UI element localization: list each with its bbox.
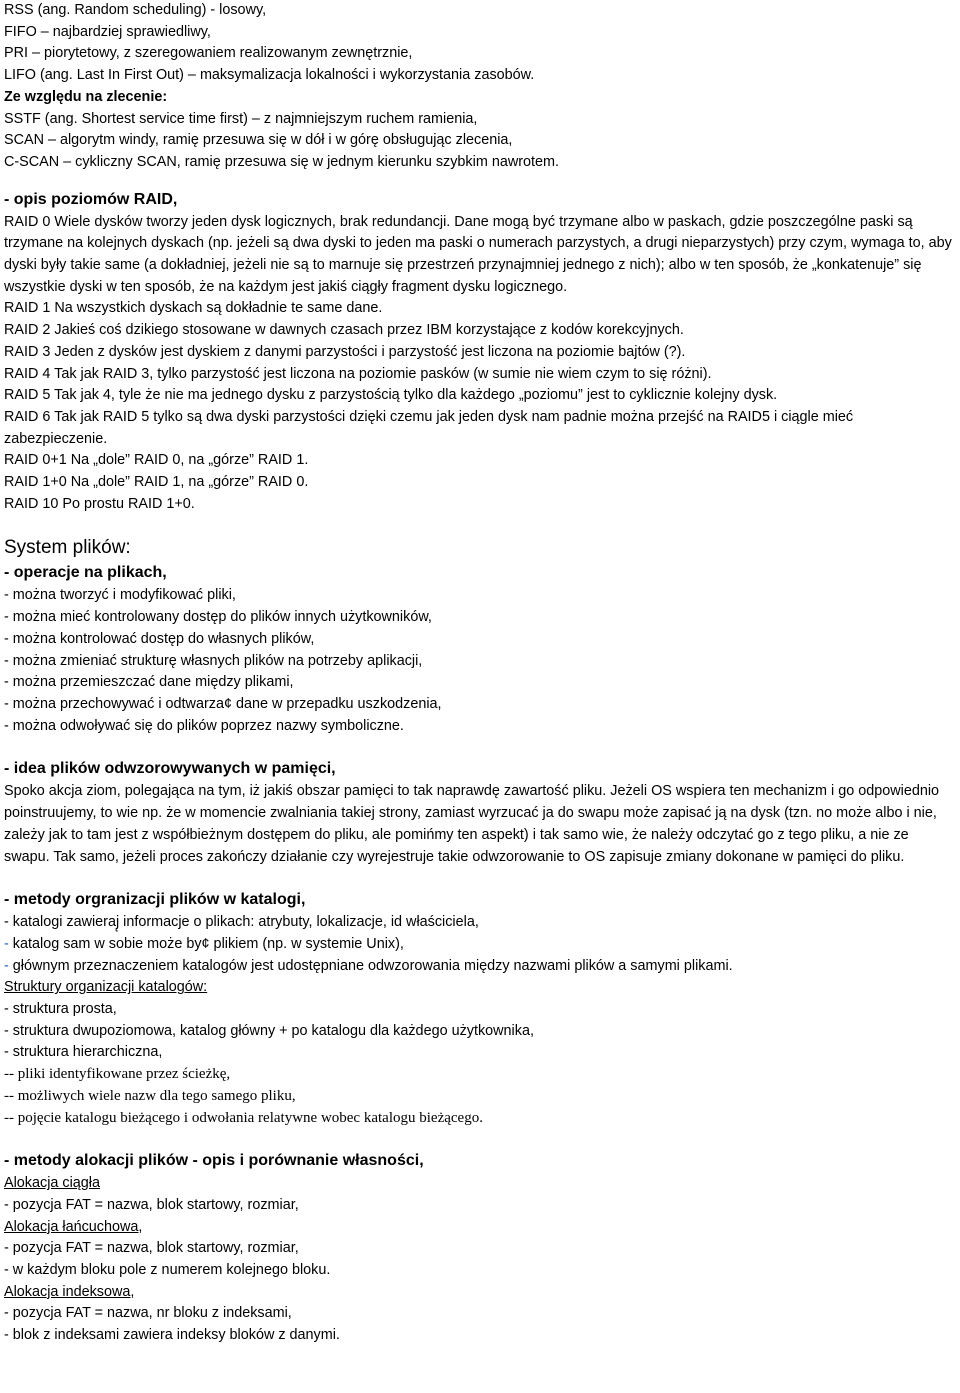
raid-line: RAID 1 Na wszystkich dyskach są dokładnie te same dane.	[4, 300, 383, 317]
intro-line: FIFO – najbardziej sprawiedliwy,	[4, 23, 211, 40]
alloc-index-line: - blok z indeksami zawiera indeksy bloków z danymi.	[4, 1327, 340, 1344]
ops-line: - można zmieniać strukturę własnych plików na potrzeby aplikacji,	[4, 652, 423, 669]
order-heading: Ze względu na zlecenie:	[4, 88, 168, 105]
raid-heading: - opis poziomów RAID,	[4, 190, 178, 208]
mmap-paragraph: Spoko akcja ziom, polegająca na tym, iż jakiś obszar pamięci to tak naprawdę zawartość pliku. Jeżeli OS wspiera ten mechanizm i go odpowiednio poinstruujemy, to wie np. że w momencie zwalniania takiej strony, zamiast wyrzucać ja do swapu może zapisać ją na dysk (tzn. no może albo i nie, zależy jak to tam jest z współbieżnym dostępem do pliku, ale pomińmy ten aspekt) i tak samo wie, że należy odczytać go z tego pliku, a nie ze swapu. Tak samo, jeżeli proces zakończy działanie czy wyrejestruje takie odwzorowanie to OS zapisuje zmiany dokonane w pamięci do pliku.	[4, 783, 940, 865]
spacer	[4, 868, 958, 888]
alloc-index-heading: Alokacja indeksowa,	[4, 1283, 135, 1300]
dir-line	[4, 956, 958, 978]
ops-line: - można tworzyć i modyfikować pliki,	[4, 587, 236, 604]
spacer	[4, 515, 958, 535]
alloc-chain-line: - pozycja FAT = nazwa, blok startowy, rozmiar,	[4, 1240, 299, 1257]
raid-line: RAID 0+1 Na „dole” RAID 0, na „górze” RAID 1.	[4, 452, 309, 469]
fs-title: System plików:	[4, 537, 131, 559]
dir-struct-subline: -- pojęcie katalogu bieżącego i odwołania relatywne wobec katalogu bieżącego.	[4, 1109, 483, 1126]
order-line: SSTF (ang. Shortest service time first) – z najmniejszym ruchem ramienia,	[4, 110, 478, 127]
dir-line	[4, 934, 958, 956]
mmap-heading: - idea plików odwzorowywanych w pamięci,	[4, 760, 336, 778]
spacer	[4, 174, 958, 188]
dir-struct-line: - struktura dwupoziomowa, katalog główny + po katalogu dla każdego użytkownika,	[4, 1022, 534, 1039]
raid-line: RAID 2 Jakieś coś dzikiego stosowane w dawnych czasach przez IBM korzystające z kodów korekcyjnych.	[4, 322, 684, 339]
raid-line: RAID 4 Tak jak RAID 3, tylko parzystość jest liczona na poziomie pasków (w sumie nie wiem czym to się różni).	[4, 365, 712, 382]
dir-struct-heading: Struktury organizacji katalogów:	[4, 979, 208, 996]
intro-line: RSS (ang. Random scheduling) - losowy,	[4, 2, 267, 18]
ops-heading: - operacje na plikach,	[4, 564, 167, 582]
raid-line: RAID 10 Po prostu RAID 1+0.	[4, 495, 195, 512]
raid-line: RAID 3 Jeden z dysków jest dyskiem z danymi parzystości i parzystość jest liczona na poziomie bajtów (?).	[4, 343, 686, 360]
spacer	[4, 737, 958, 757]
alloc-contig-line: - pozycja FAT = nazwa, blok startowy, rozmiar,	[4, 1196, 299, 1213]
dir-text: katalogi zawieraj̨ informacje o plikach: atrybuty, lokalizacje, id właściciela,	[8, 914, 479, 931]
order-line: SCAN – algorytm windy, ramię przesuwa się w dół i w górę obsługując zlecenia,	[4, 132, 513, 149]
ops-line: - można przemieszczać dane między plikami,	[4, 674, 294, 691]
alloc-heading: - metody alokacji plików - opis i porównanie własności,	[4, 1152, 424, 1170]
intro-line: PRI – piorytetowy, z szeregowaniem realizowanym zewnętrznie,	[4, 45, 413, 62]
alloc-index-line: - pozycja FAT = nazwa, nr bloku z indeksami,	[4, 1305, 292, 1322]
ops-line: - można kontrolować dostęp do własnych plików,	[4, 630, 315, 647]
dir-text: katalog sam w sobie może by¢ plikiem (np. w systemie Unix),	[8, 935, 404, 952]
alloc-chain-heading: Alokacja łańcuchowa,	[4, 1218, 143, 1235]
ops-line: - można mieć kontrolowany dostęp do plików innych użytkowników,	[4, 609, 432, 626]
ops-line: - można odwoływać się do plików poprzez nazwy symboliczne.	[4, 717, 404, 734]
ops-line: - można przechowywać i odtwarza¢ dane w przepadku uszkodzenia,	[4, 695, 442, 712]
raid-line: RAID 0 Wiele dysków tworzy jeden dysk logicznych, brak redundancji. Dane mogą być trzymane albo w paskach, gdzie poszczególne paski są trzymane na kolejnych dyskach (np. jeżeli są dwa dyski to jeden ma paski o numerach parzystych, a drugi nieparzystych) przy czym, wymaga to, aby dyski były takie same (a dokładniej, jeżeli nie są to marnuje się przestrzeń przynajmniej jednego z nich); albo w ten sposób, że „konkatenuje” się wszystkie dyski w ten sposób, że na każdym jest jakiś ciągły fragment dysku logicznego.	[4, 213, 952, 295]
dir-struct-line: - struktura prosta,	[4, 1001, 117, 1018]
raid-line: RAID 1+0 Na „dole” RAID 1, na „górze” RAID 0.	[4, 474, 309, 491]
dir-dash: -	[4, 914, 9, 931]
dir-struct-subline: -- możliwych wiele nazw dla tego samego pliku,	[4, 1087, 296, 1104]
dir-dash: -	[4, 957, 9, 974]
document-page	[4, 0, 958, 1347]
raid-line: RAID 6 Tak jak RAID 5 tylko są dwa dyski parzystości dzięki czemu jak jeden dysk nam padnie można przejść na RAID5 i ciągle mieć zabezpieczenie.	[4, 408, 854, 447]
dir-text: głównym przeznaczeniem katalogów jest udostępniane odwzorowania między nazwami plików a samymi plikami.	[8, 957, 733, 974]
dir-dash: -	[4, 935, 9, 952]
order-line: C-SCAN – cykliczny SCAN, ramię przesuwa się w jednym kierunku szybkim nawrotem.	[4, 153, 559, 170]
alloc-chain-line: - w każdym bloku pole z numerem kolejnego bloku.	[4, 1262, 331, 1279]
dir-struct-subline: -- pliki identyfikowane przez ścieżkę,	[4, 1066, 231, 1083]
dir-heading: - metody orgranizacji plików w katalogi,	[4, 891, 306, 909]
intro-line: LIFO (ang. Last In First Out) – maksymalizacja lokalności i wykorzystania zasobów.	[4, 67, 535, 84]
dir-line	[4, 912, 958, 934]
spacer	[4, 1129, 958, 1149]
raid-line: RAID 5 Tak jak 4, tyle że nie ma jednego dysku z parzystością tylko dla każdego „poziomu” jest to cyklicznie kolejny dysk.	[4, 387, 778, 404]
alloc-contig-heading: Alokacja ciągła	[4, 1175, 100, 1192]
dir-struct-line: - struktura hierarchiczna,	[4, 1044, 163, 1061]
